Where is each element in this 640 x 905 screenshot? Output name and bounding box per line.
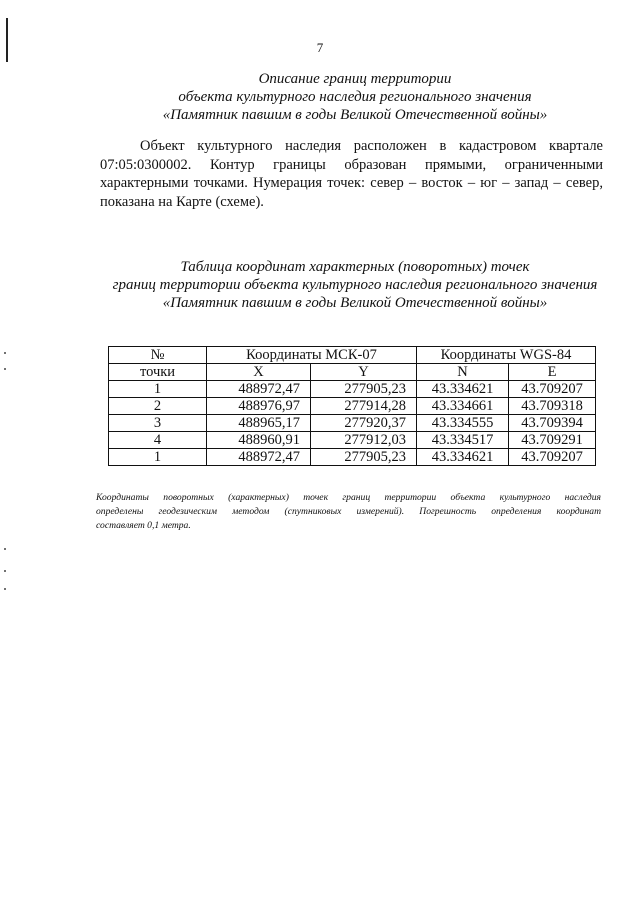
cell-n: 43.334517 <box>417 432 509 449</box>
heading-line: объекта культурного наследия регионального значения <box>178 89 532 105</box>
table-row <box>109 381 596 398</box>
col-header-msk07: Координаты МСК-07 <box>207 347 417 364</box>
heading-line: границ территории объекта культурного наследия регионального значения <box>112 277 598 293</box>
scan-edge-dot <box>4 368 6 370</box>
cell-e: 43.709291 <box>509 432 596 449</box>
cell-e: 43.709394 <box>509 415 596 432</box>
paragraph-line: характерными точками. Нумерация точек: север – восток – юг – запад – север, <box>100 175 603 191</box>
cell-n: 43.334661 <box>417 398 509 415</box>
cell-y: 277905,23 <box>311 381 417 398</box>
page-number: 7 <box>316 40 324 55</box>
col-header-y: Y <box>311 364 417 381</box>
paragraph-line: 07:05:0300002. Контур границы образован прямыми, ограниченными <box>100 156 603 173</box>
col-header-n: N <box>417 364 509 381</box>
cell-point: 2 <box>109 398 207 415</box>
heading-line: «Памятник павшим в годы Великой Отечественной войны» <box>162 107 548 123</box>
heading-line: Описание границ территории <box>258 71 452 87</box>
col-header-e: E <box>509 364 596 381</box>
cell-point: 1 <box>109 449 207 466</box>
col-header-x: X <box>207 364 311 381</box>
cell-point: 1 <box>109 381 207 398</box>
cell-y: 277905,23 <box>311 449 417 466</box>
col-header-wgs84: Координаты WGS-84 <box>417 347 596 364</box>
cell-point: 3 <box>109 415 207 432</box>
scan-edge-dot <box>4 588 6 590</box>
footnote <box>96 491 601 533</box>
table-subheader-row <box>109 364 596 381</box>
cell-y: 277920,37 <box>311 415 417 432</box>
cell-point: 4 <box>109 432 207 449</box>
coordinates-table <box>108 346 596 466</box>
cell-y: 277914,28 <box>311 398 417 415</box>
table-row <box>109 449 596 466</box>
heading-line: Таблица координат характерных (поворотных) точек <box>180 259 530 275</box>
footnote-line: определены геодезическим методом (спутниковых измерений). Погрешность определения координат <box>96 506 601 517</box>
cell-x: 488972,47 <box>207 449 311 466</box>
table-heading <box>60 258 640 312</box>
table-row <box>109 415 596 432</box>
cell-x: 488976,97 <box>207 398 311 415</box>
footnote-line: составляет 0,1 метра. <box>96 520 191 531</box>
cell-x: 488972,47 <box>207 381 311 398</box>
cell-n: 43.334621 <box>417 381 509 398</box>
cell-x: 488965,17 <box>207 415 311 432</box>
cell-e: 43.709207 <box>509 449 596 466</box>
scan-edge-dot <box>4 570 6 572</box>
cell-e: 43.709207 <box>509 381 596 398</box>
scan-edge-dot <box>4 548 6 550</box>
footnote-line: Координаты поворотных (характерных) точек границ территории объекта культурного наследия <box>96 492 601 503</box>
scan-edge-dot <box>4 352 6 354</box>
paragraph-line: показана на Карте (схеме). <box>100 193 264 210</box>
table-row <box>109 398 596 415</box>
col-header-point-number: № <box>109 347 207 364</box>
cell-n: 43.334555 <box>417 415 509 432</box>
description-heading <box>60 70 640 124</box>
cell-e: 43.709318 <box>509 398 596 415</box>
cell-x: 488960,91 <box>207 432 311 449</box>
table-header-row <box>109 347 596 364</box>
heading-line: «Памятник павшим в годы Великой Отечественной войны» <box>162 295 548 311</box>
table-row <box>109 432 596 449</box>
col-header-point-label: точки <box>109 364 207 381</box>
cell-n: 43.334621 <box>417 449 509 466</box>
paragraph-line: Объект культурного наследия расположен в кадастровом квартале <box>140 138 603 154</box>
body-paragraph <box>100 137 603 211</box>
cell-y: 277912,03 <box>311 432 417 449</box>
